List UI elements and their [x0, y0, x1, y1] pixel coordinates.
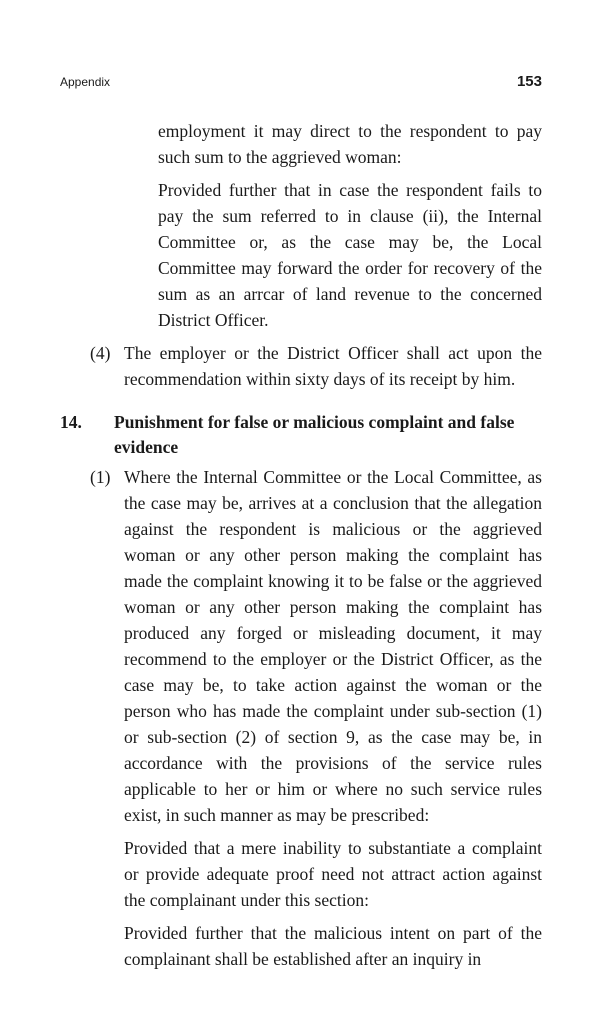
proviso-recovery-paragraph: Provided further that in case the respondent fails to pay the sum referred to in clause (ii), the Internal Committee or, as the case may be, the Local Committee may forward the order for recovery of the sum as an arrcar of land revenue to the concerned District Officer.	[158, 180, 542, 330]
clause-4	[60, 340, 542, 392]
clause-4-text: The employer or the District Officer shall act upon the recommendation within sixty days of its receipt by him.	[124, 343, 542, 389]
continuation-paragraph: employment it may direct to the respondent to pay such sum to the aggrieved woman:	[158, 121, 542, 167]
page-number: 153	[516, 73, 542, 90]
section-14-number: 14.	[60, 412, 82, 432]
page-body	[60, 118, 542, 979]
running-title: Appendix	[60, 75, 111, 89]
section-14-clause-1	[60, 464, 542, 828]
section-14-clause-1-text: Where the Internal Committee or the Local Committee, as the case may be, arrives at a conclusion that the allegation against the respondent is malicious or the aggrieved woman or any other person making the complaint has made the complaint knowing it to be false or the aggrieved woman or any other person making the complaint has produced any forged or misleading document, it may recommend to the employer or the District Officer, as the case may be, to take action against the woman or the person who has made the complaint under sub-section (1) or sub-section (2) of section 9, as the case may be, in accordance with the provisions of the service rules applicable to her or him or where no such service rules exist, in such manner as may be prescribed:	[124, 467, 542, 825]
running-header	[60, 73, 542, 93]
section-14-proviso-1: Provided that a mere inability to substantiate a complaint or provide adequate proof need not attract action against the complainant under this section:	[124, 838, 542, 910]
clause-4-number: (4)	[90, 343, 111, 363]
section-14-title: Punishment for false or malicious complaint and false evidence	[114, 412, 515, 457]
section-14-proviso-2: Provided further that the malicious intent on part of the complainant shall be established after an inquiry in	[124, 923, 542, 969]
section-14-heading	[60, 410, 542, 460]
section-14-clause-1-number: (1)	[90, 467, 111, 487]
